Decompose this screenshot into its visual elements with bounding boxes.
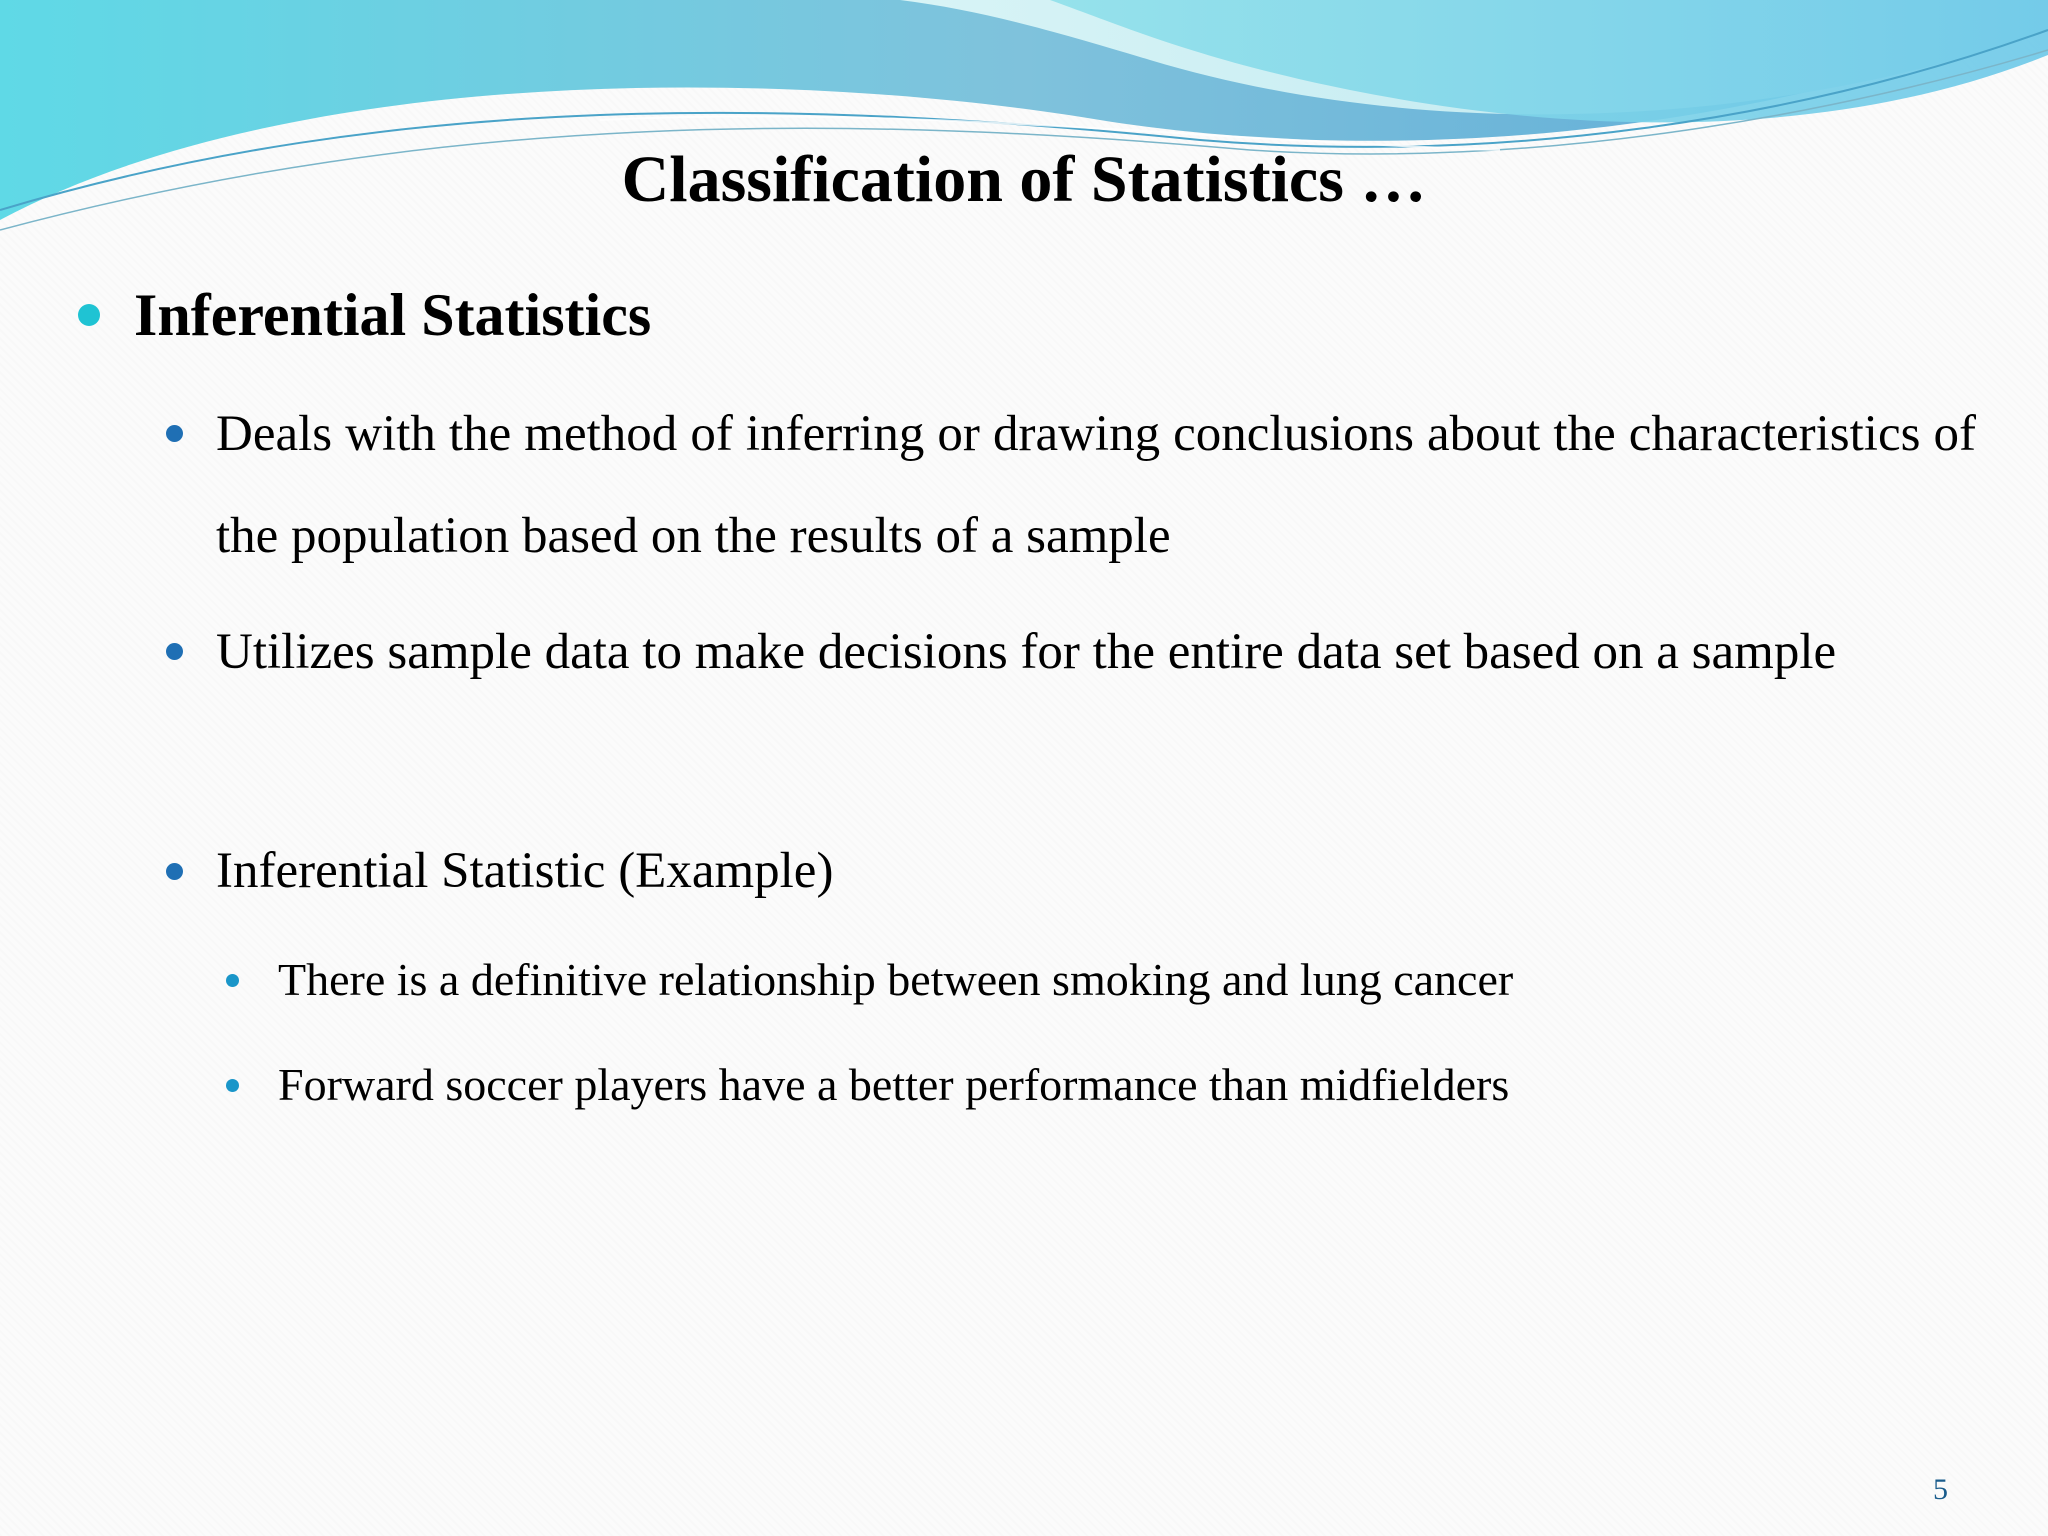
example-item: There is a definitive relationship between smoking and lung cancer xyxy=(278,954,1514,1005)
bullet-dot-icon xyxy=(78,304,100,326)
bullet-dot-icon xyxy=(166,425,183,442)
bullet-point: Inferential Statistic (Example) xyxy=(216,843,834,899)
bullet-point: Deals with the method of inferring or drawing conclusions about the characteristics of the population based on the results of a sample xyxy=(216,406,1976,564)
bullet-dot-icon xyxy=(166,863,183,880)
bullet-point: Utilizes sample data to make decisions for the entire data set based on a sample xyxy=(216,624,1837,680)
slide-title: Classification of Statistics … xyxy=(621,143,1427,216)
section-heading: Inferential Statistics xyxy=(134,282,652,348)
example-item: Forward soccer players have a better performance than midfielders xyxy=(278,1059,1510,1110)
bullet-dot-icon xyxy=(226,974,239,987)
bullet-dot-icon xyxy=(226,1079,239,1092)
page-number: 5 xyxy=(1933,1473,1948,1506)
bullet-dot-icon xyxy=(166,643,183,660)
